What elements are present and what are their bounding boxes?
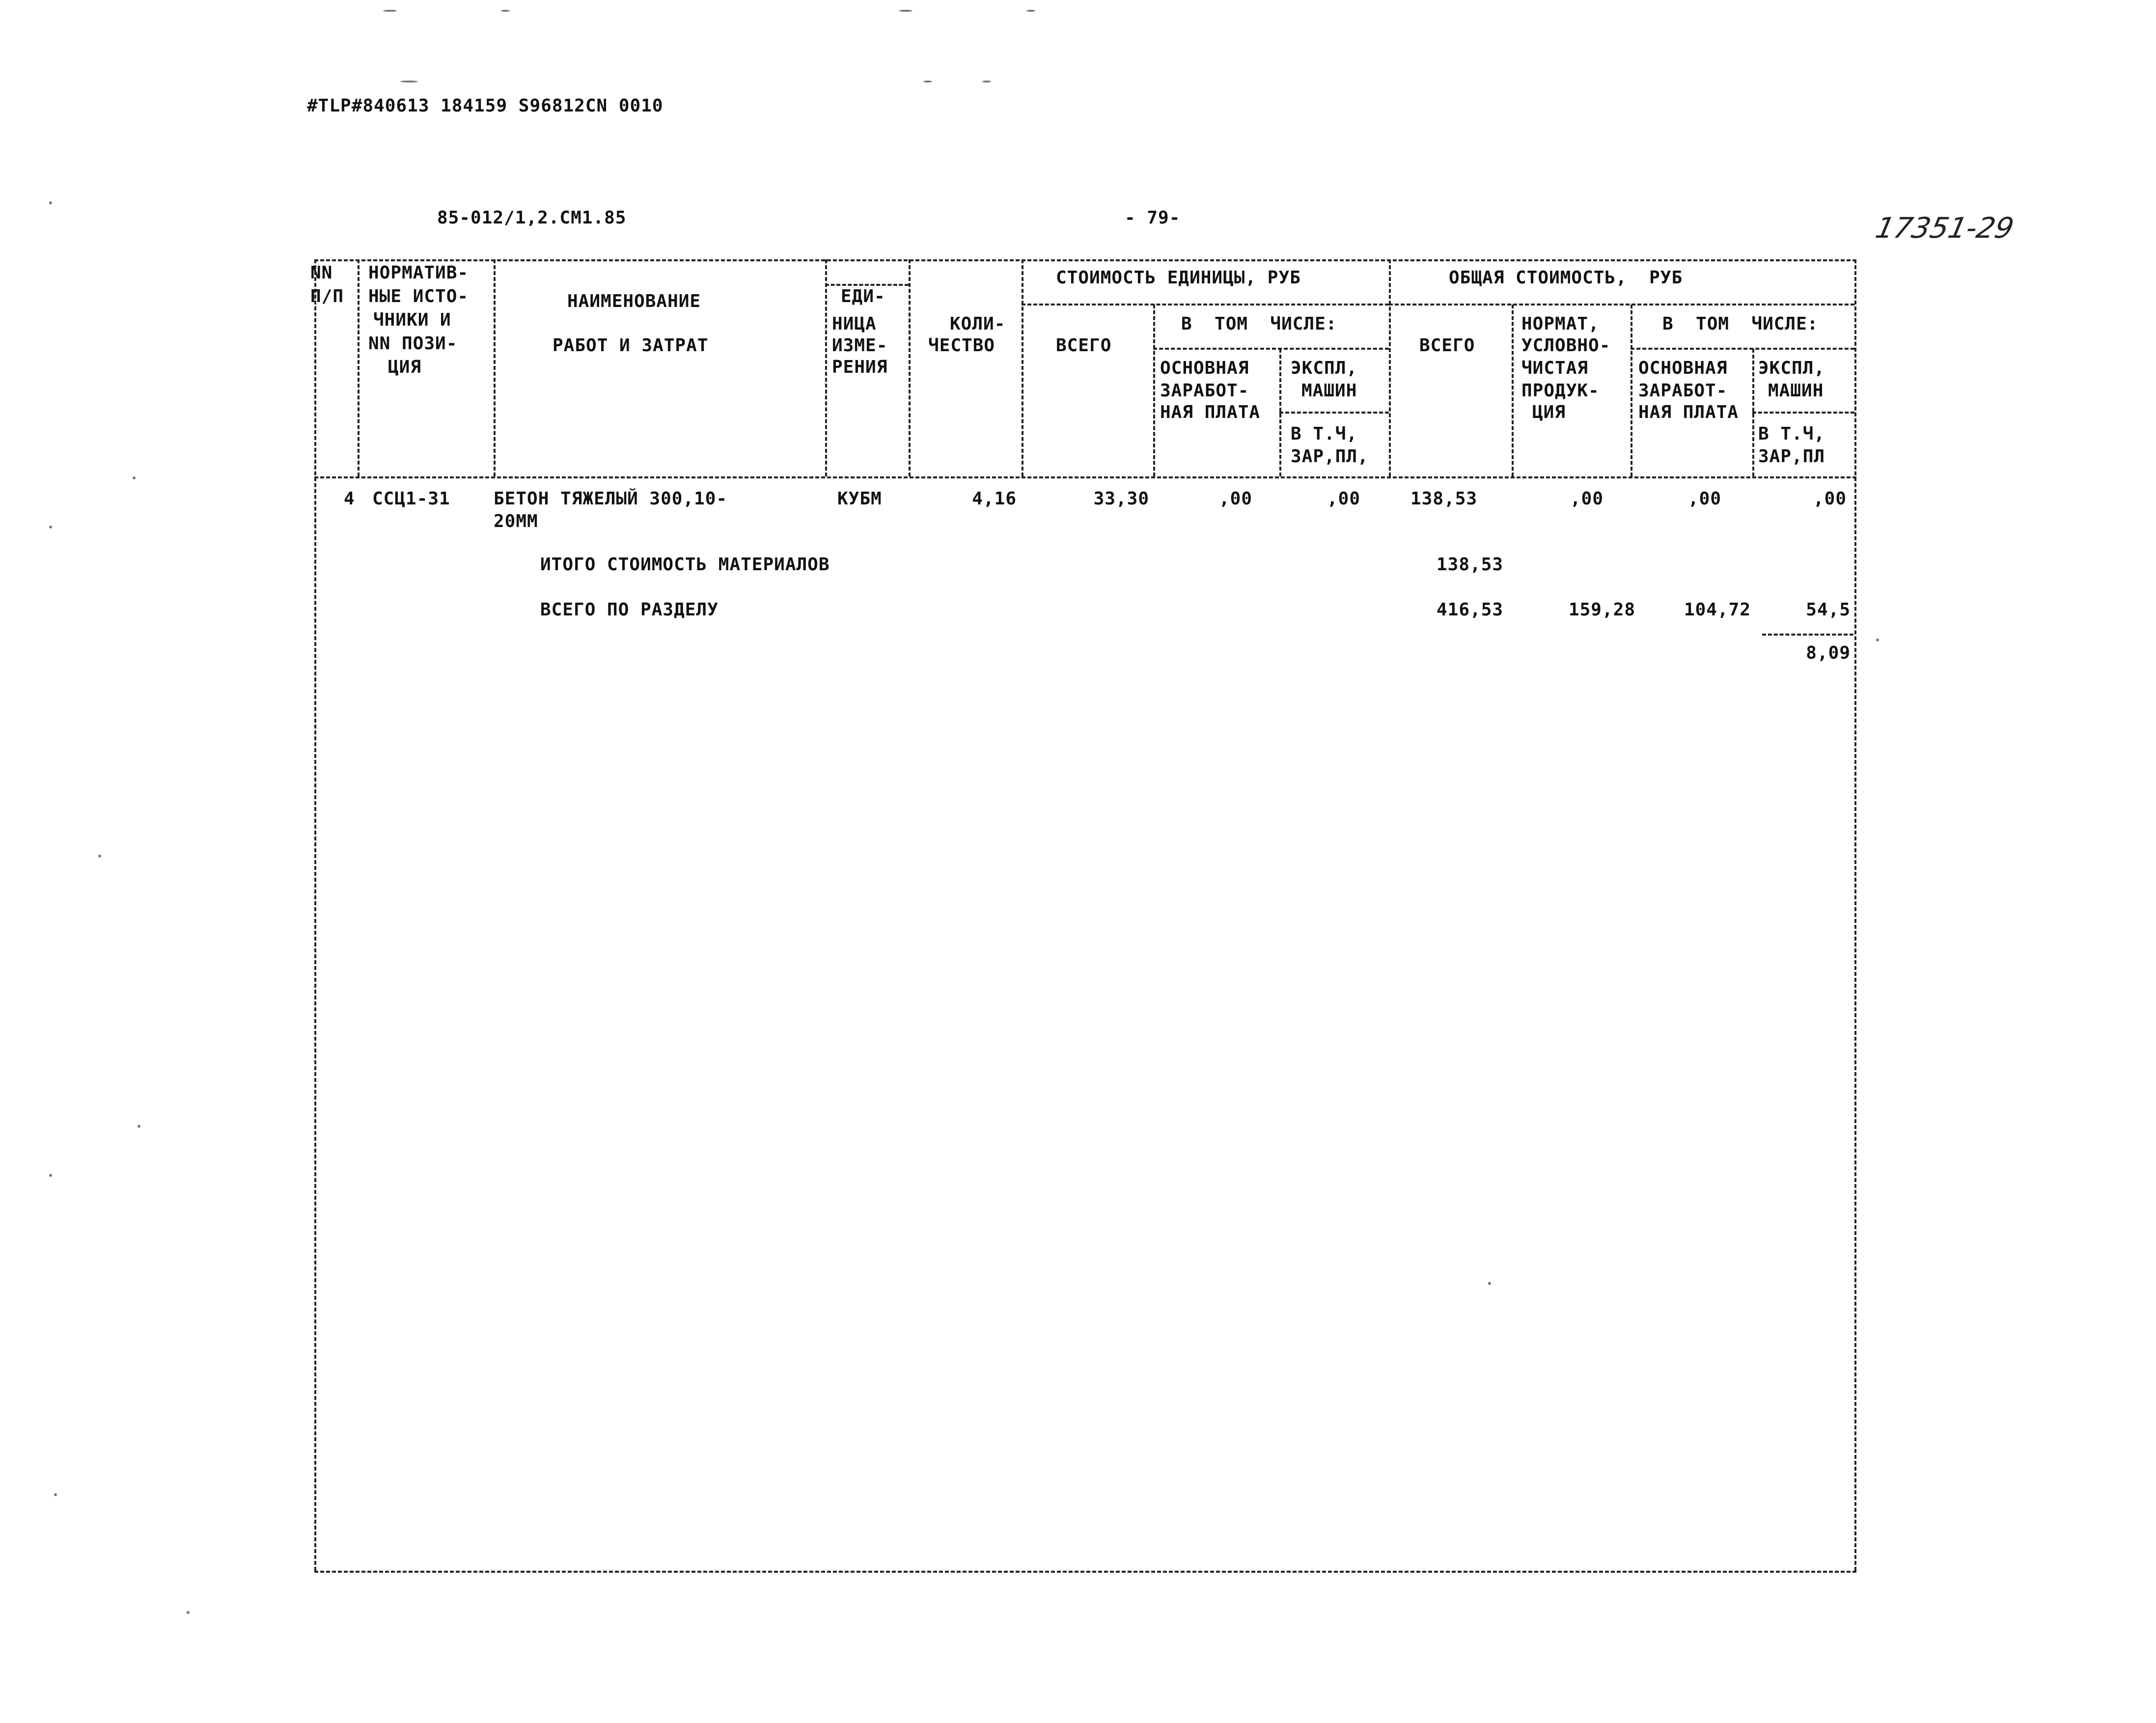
hdr-total-wage-2: ЗАРАБОТ- [1638,381,1728,401]
hdr-norm-3: ЧИСТАЯ [1521,358,1589,378]
hdr-unit-4: РЕНИЯ [832,357,888,377]
hdr-norm-1: НОРМАТ, [1521,314,1600,334]
col-sep-unit [909,259,911,476]
hdr-total-wage-1: ОСНОВНАЯ [1638,358,1728,378]
col-sep-name [825,259,827,476]
scan-speck [1876,639,1879,641]
hdr-source-4: NN ПОЗИ- [368,333,458,354]
hdr-total-incl: В ТОМ ЧИСЛЕ: [1662,314,1819,334]
hdr-unit-wage-3: НАЯ ПЛАТА [1160,402,1261,422]
handwritten-reference: 17351-29 [1872,211,2017,245]
row-unit-wage: ,00 [1218,489,1252,509]
scan-speck [923,81,932,83]
col-sep-total [1512,305,1514,476]
scan-speck [1026,10,1035,12]
row-wage: ,00 [1687,489,1721,509]
scan-speck [49,201,52,204]
hdr-qty-1: КОЛИ- [950,314,1006,334]
hdr-norm-2: УСЛОВНО- [1521,335,1611,356]
col-sep-qty [1022,259,1023,476]
hdr-qty-2: ЧЕСТВО [928,335,995,356]
col-sep-norm [1631,305,1632,476]
scan-speck [400,81,418,83]
hdr-source-2: НЫЕ ИСТО- [368,286,469,306]
table-right-border [1854,259,1856,1571]
scan-speck [899,10,912,12]
hdr-name-1: НАИМЕНОВАНИЕ [567,291,701,311]
section-mach-wage-value: 8,09 [1806,643,1851,663]
hdr-unit-wage-2: ЗАРАБОТ- [1160,381,1249,401]
hdr-total-mach-2: МАШИН [1768,381,1824,401]
total-cost-title-line [1389,304,1854,306]
col-sep-unit-group [1389,259,1391,476]
hdr-total-cost-title: ОБЩАЯ СТОИМОСТЬ, РУБ [1449,268,1683,288]
row-unit-mach: ,00 [1327,489,1360,509]
materials-total-label: ИТОГО СТОИМОСТЬ МАТЕРИАЛОВ [540,555,830,575]
section-wage-value: 104,72 [1684,600,1751,620]
hdr-total-mach-1: ЭКСПЛ, [1758,358,1825,378]
scan-speck [133,476,136,479]
hdr-total-wage-3: НАЯ ПЛАТА [1638,402,1739,422]
materials-total-value: 138,53 [1437,555,1504,575]
col-sep-nn [358,259,359,476]
col-sep-unit-total [1153,305,1155,476]
row-unit: КУБМ [837,489,882,509]
hdr-total-cost-total: ВСЕГО [1419,335,1475,356]
unit-subline [825,284,909,286]
table-top-border [314,259,1856,261]
table-bottom-border [314,1571,1856,1573]
row-source: ССЦ1-31 [372,489,450,509]
total-cost-incl-line [1631,348,1854,350]
scan-speck [98,855,101,858]
hdr-source-3: ЧНИКИ И [373,310,451,330]
hdr-source-1: НОРМАТИВ- [368,263,469,283]
hdr-total-mach-wage-1: В Т.Ч, [1758,424,1825,444]
row-qty: 4,16 [972,489,1017,509]
scan-speck [138,1125,140,1128]
unit-mach-sub-line [1279,412,1389,414]
section-mach-divider [1762,634,1853,636]
scan-speck [982,81,991,83]
hdr-unit-mach-wage-2: ЗАР,ПЛ, [1291,446,1369,467]
scan-speck [1488,1282,1491,1285]
hdr-unit-mach-2: МАШИН [1301,381,1357,401]
hdr-total-mach-wage-2: ЗАР,ПЛ [1758,446,1825,467]
row-unit-total: 33,30 [1093,489,1149,509]
hdr-unit-1: ЕДИ- [841,286,885,306]
hdr-name-2: РАБОТ И ЗАТРАТ [553,335,709,356]
hdr-unit-cost-title: СТОИМОСТЬ ЕДИНИЦЫ, РУБ [1056,268,1301,288]
table-left-border [314,259,316,1571]
header-bottom-border [314,476,1856,478]
scan-speck [49,1174,52,1177]
hdr-unit-cost-total: ВСЕГО [1056,335,1112,356]
section-norm-value: 159,28 [1568,600,1635,620]
row-name-1: БЕТОН ТЯЖЕЛЫЙ 300,10- [494,489,728,509]
section-total-value: 416,53 [1437,600,1504,620]
page-number: - 79- [1125,208,1181,228]
doc-code: 85-012/1,2.CM1.85 [437,208,627,228]
hdr-norm-4: ПРОДУК- [1521,381,1600,401]
unit-cost-title-line [1022,304,1389,306]
scan-speck [54,1493,57,1496]
hdr-norm-5: ЦИЯ [1532,402,1566,422]
hdr-nn-2: П/П [310,286,344,306]
row-nn: 4 [344,489,355,509]
hdr-unit-wage-1: ОСНОВНАЯ [1160,358,1249,378]
scan-speck [49,526,52,528]
hdr-unit-2: НИЦА [832,314,877,334]
scan-speck [187,1611,190,1614]
col-sep-source [494,259,496,476]
tlp-line: #TLP#840613 184159 S96812CN 0010 [307,96,663,116]
section-total-label: ВСЕГО ПО РАЗДЕЛУ [540,600,719,620]
unit-cost-incl-line [1153,348,1389,350]
scan-speck [383,10,397,12]
hdr-nn-1: NN [310,263,333,283]
hdr-source-5: ЦИЯ [388,357,422,377]
row-mach: ,00 [1813,489,1847,509]
hdr-unit-mach-1: ЭКСПЛ, [1291,358,1358,378]
hdr-unit-mach-wage-1: В Т.Ч, [1291,424,1358,444]
section-mach-value: 54,5 [1806,600,1851,620]
scan-speck [501,10,510,12]
row-name-2: 20ММ [494,511,538,531]
row-total: 138,53 [1410,489,1478,509]
row-norm: ,00 [1570,489,1603,509]
total-mach-sub-line [1752,412,1854,414]
hdr-unit-3: ИЗМЕ- [832,335,888,356]
hdr-unit-cost-incl: В ТОМ ЧИСЛЕ: [1181,314,1337,334]
